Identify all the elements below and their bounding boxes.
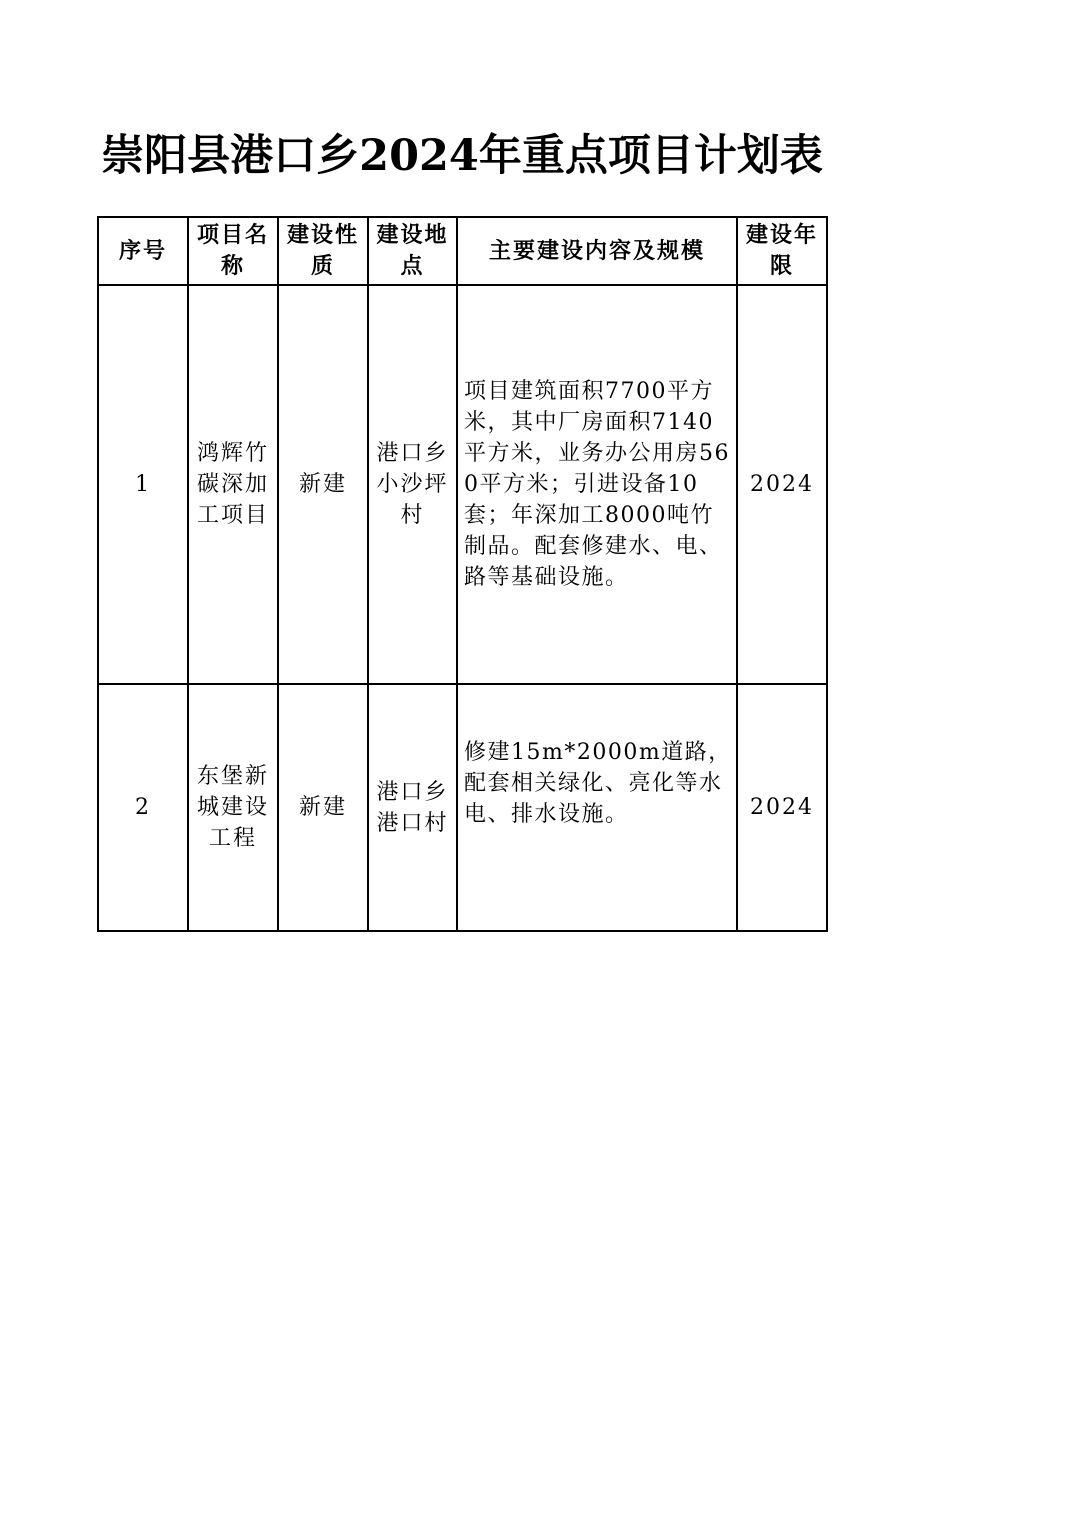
- cell-main-content: 项目建筑面积7700平方米，其中厂房面积7140平方米，业务办公用房560平方米；引进设备10套；年深加工8000吨竹制品。配套修建水、电、路等基础设施。: [457, 285, 737, 684]
- cell-construction-period: 2024: [737, 684, 827, 931]
- cell-construction-location: 港口乡港口村: [368, 684, 457, 931]
- title-area: [97, 120, 827, 216]
- cell-construction-period: 2024: [737, 285, 827, 684]
- header-construction-nature: 建设性质: [278, 217, 368, 285]
- cell-construction-nature: 新建: [278, 285, 368, 684]
- header-main-content: 主要建设内容及规模: [457, 217, 737, 285]
- cell-construction-location: 港口乡小沙坪村: [368, 285, 457, 684]
- page-title: 崇阳县港口乡2024年重点项目计划表: [101, 131, 823, 181]
- cell-index: 2: [98, 684, 188, 931]
- header-construction-location: 建设地点: [368, 217, 457, 285]
- table-row: [98, 684, 827, 931]
- cell-main-content: 修建15m*2000m道路，配套相关绿化、亮化等水电、排水设施。: [457, 684, 737, 931]
- table-header-row: [98, 217, 827, 285]
- header-index: 序号: [98, 217, 188, 285]
- cell-project-name: 鸿辉竹碳深加工项目: [188, 285, 278, 684]
- table-row: [98, 285, 827, 684]
- header-project-name: 项目名称: [188, 217, 278, 285]
- cell-construction-nature: 新建: [278, 684, 368, 931]
- header-construction-period: 建设年限: [737, 217, 827, 285]
- cell-project-name: 东堡新城建设工程: [188, 684, 278, 931]
- project-plan-table: [97, 216, 828, 932]
- cell-index: 1: [98, 285, 188, 684]
